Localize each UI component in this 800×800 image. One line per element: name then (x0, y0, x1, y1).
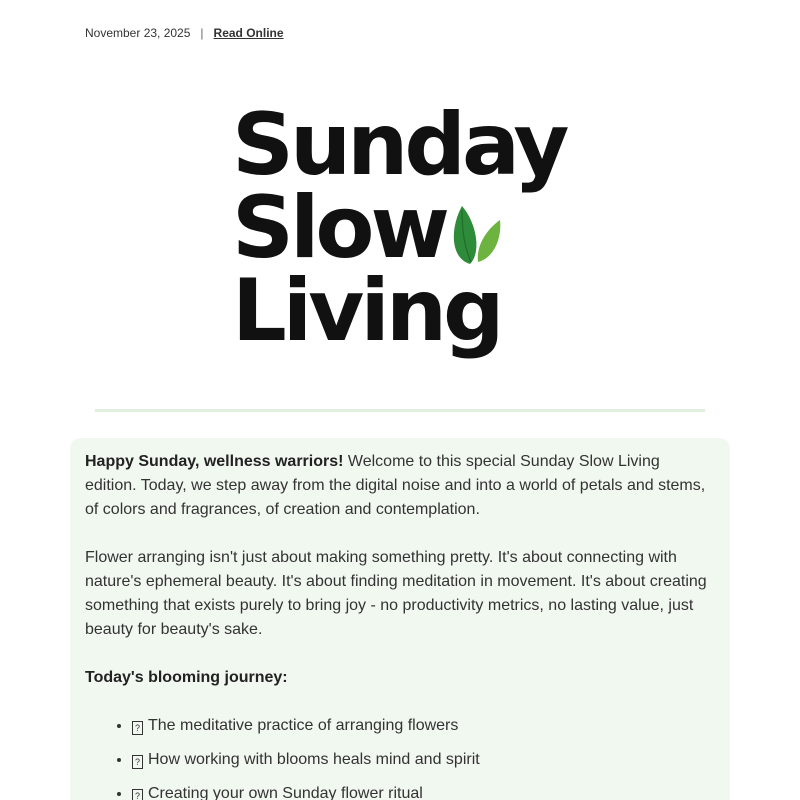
leaf-icon (440, 200, 510, 270)
sunday-slow-living-logo (220, 95, 580, 400)
list-item: • ? The meditative practice of arranging flowers (132, 714, 715, 738)
intro-paragraph (85, 450, 715, 522)
missing-glyph-icon: ? (132, 755, 143, 769)
header-separator: | (200, 26, 204, 40)
journey-title: Today's blooming journey: (85, 669, 288, 686)
read-online-link[interactable]: Read Online (213, 26, 284, 40)
list-item: • ? How working with blooms heals mind and spirit (132, 748, 715, 772)
logo-line-living: Living (232, 261, 501, 361)
welcome-text: Welcome to this special Sunday Slow Living edition. Today, we step away from the digital noise and into a world of petals and stems, of colors and fragrances, of creation and contemplation. (85, 453, 706, 518)
missing-glyph-icon: ? (132, 789, 143, 800)
issue-date: November 23, 2025 (85, 26, 191, 40)
flower-arranging-paragraph: Flower arranging isn't just about making something pretty. It's about connecting with nature's ephemeral beauty. It's about finding meditation in movement. It's about creating something that exists purely to bring joy - no productivity metrics, no lasting value, just beauty for beauty's sake. (85, 549, 707, 638)
logo-line-sunday: Sunday (232, 95, 566, 195)
logo-divider (95, 409, 705, 412)
missing-glyph-icon: ? (132, 721, 143, 735)
logo-line-slow: Slow (232, 178, 446, 278)
journey-list (85, 714, 715, 800)
newsletter-header (85, 26, 284, 40)
greeting: Happy Sunday, wellness warriors! (85, 453, 344, 470)
content-card (70, 438, 730, 800)
list-item: • ? Creating your own Sunday flower ritual (132, 782, 715, 800)
